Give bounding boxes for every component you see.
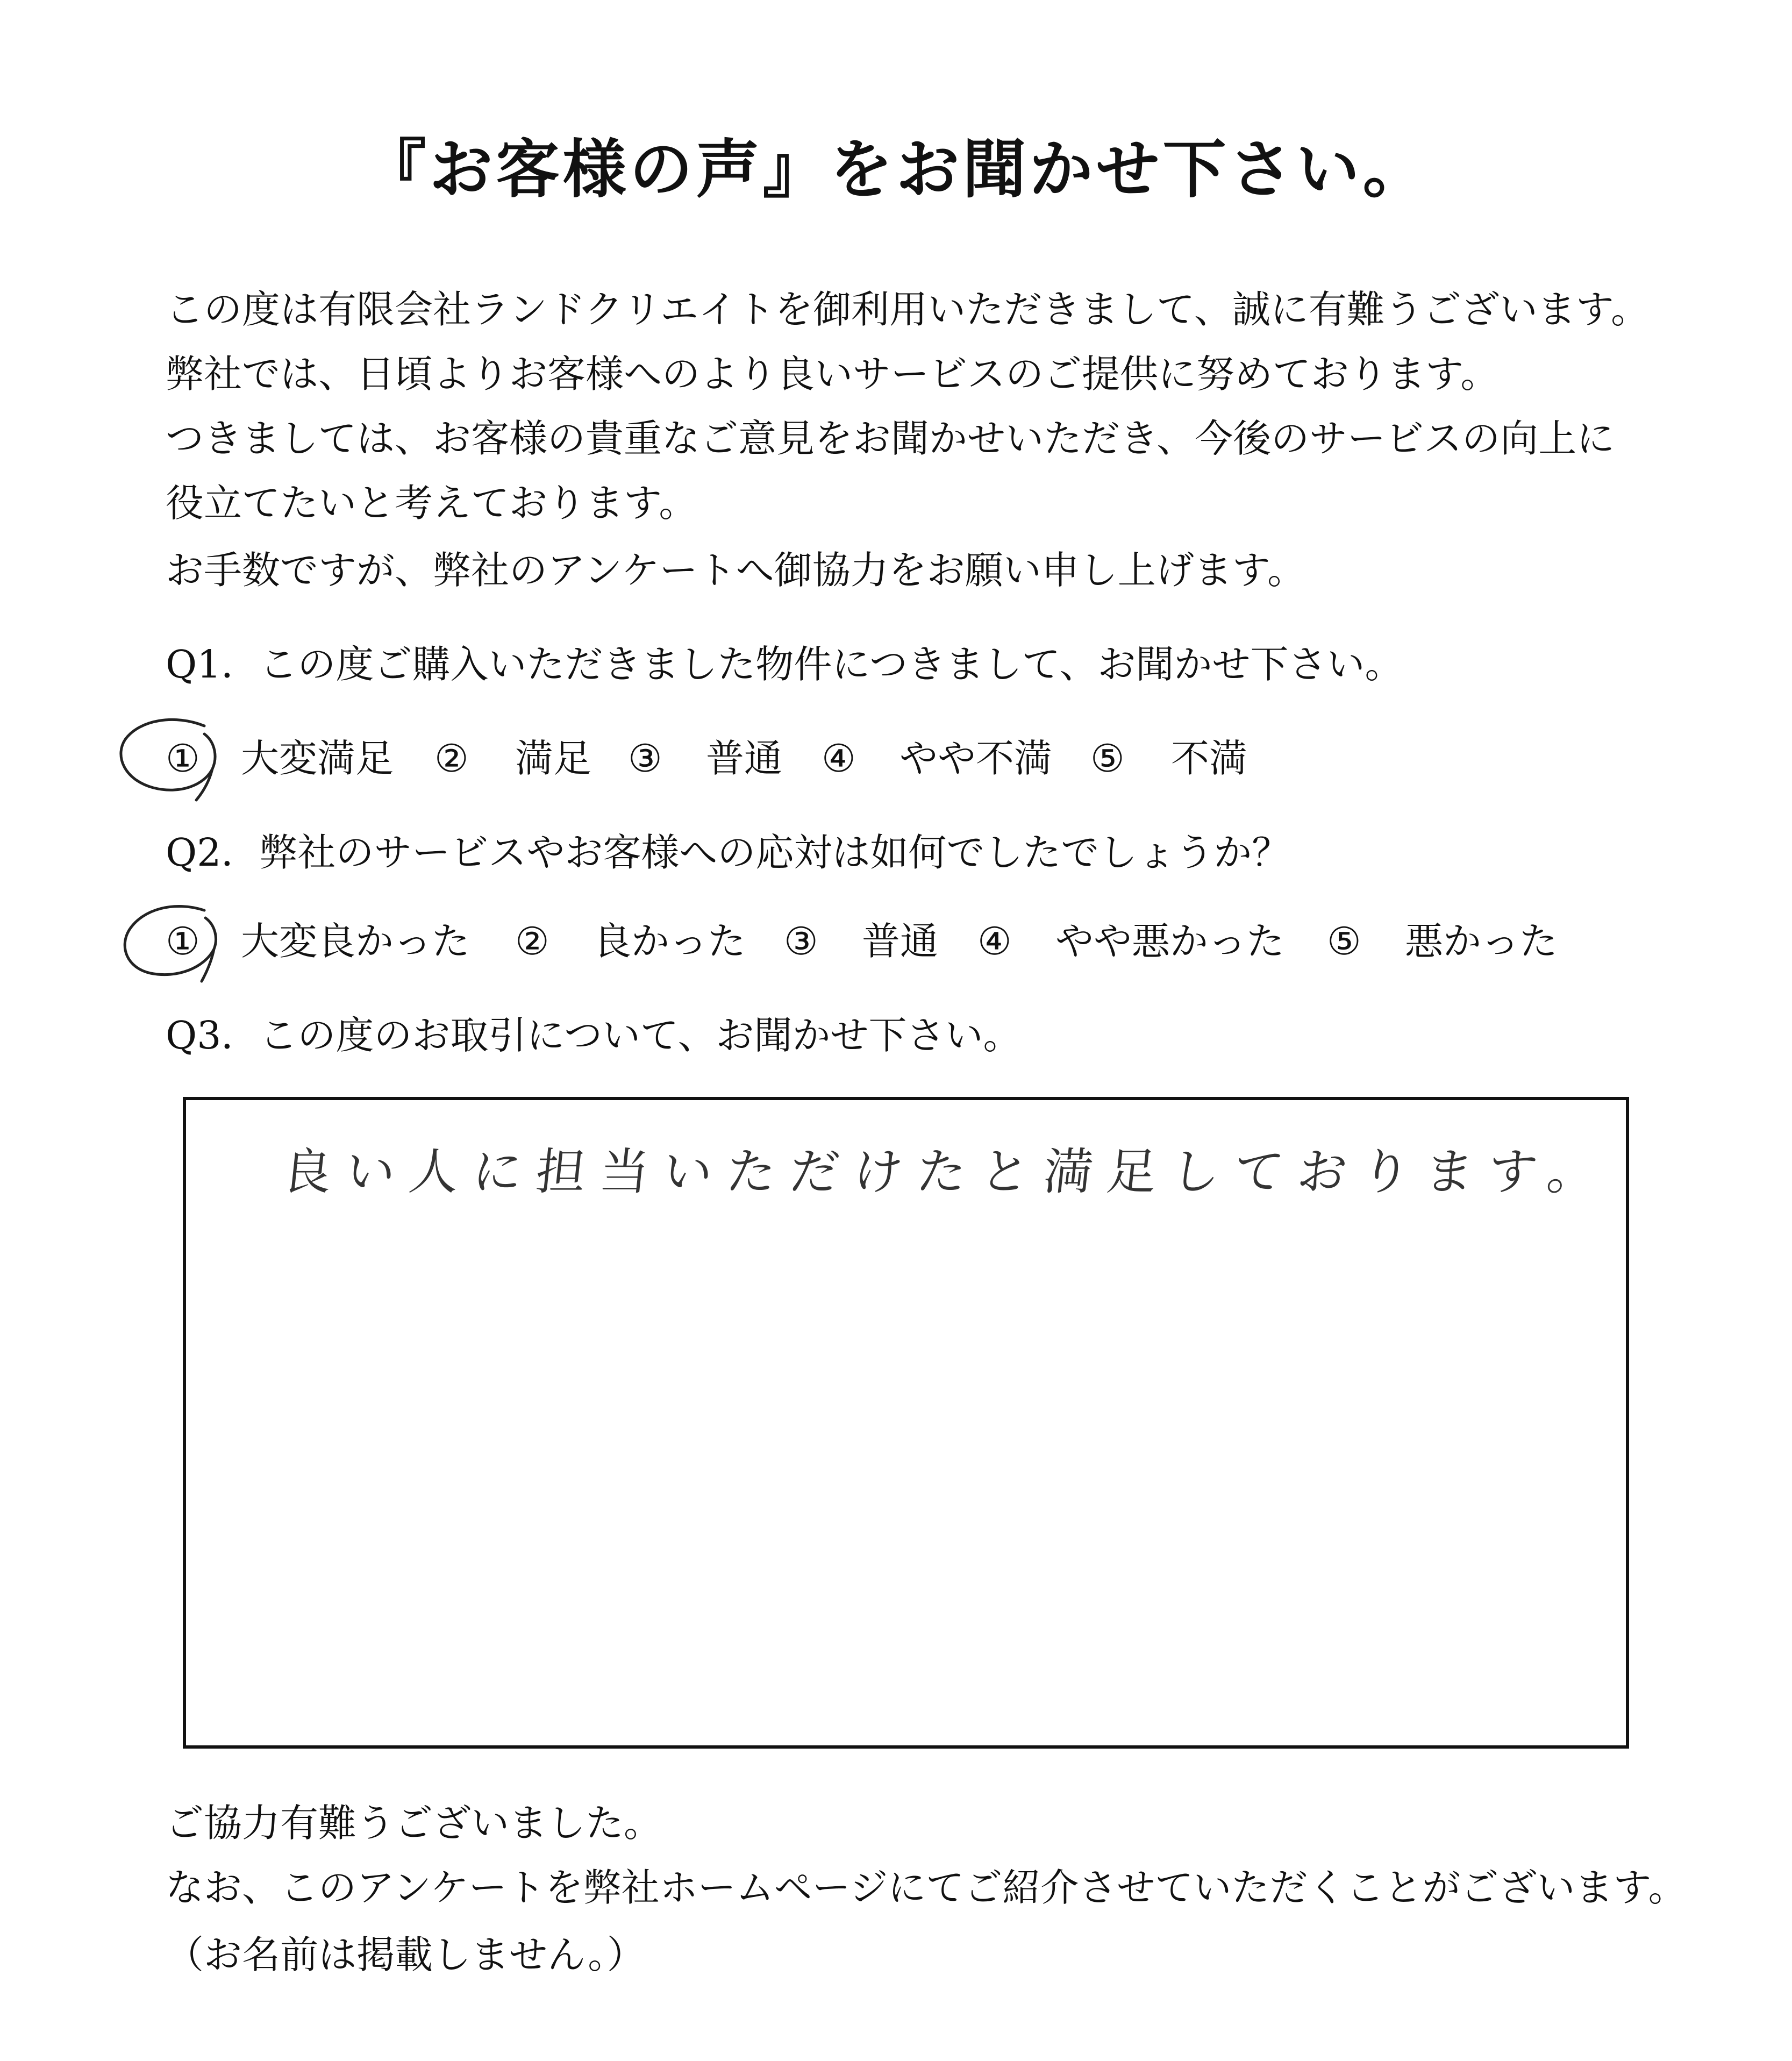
q2-option-1-num: ① (166, 919, 200, 964)
intro-line-5: お手数ですが、弊社のアンケートへ御協力をお願い申し上げます。 (166, 548, 1306, 593)
q3-answer-box (183, 1097, 1629, 1749)
q2-option-3-num: ③ (784, 919, 818, 964)
q2-option-5-num: ⑤ (1327, 919, 1361, 964)
q1-options (166, 736, 1248, 782)
q2-option-1-label: 大変良かった (241, 919, 470, 964)
q2-option-4-label: やや悪かった (1055, 919, 1285, 964)
q1-option-5-label: 不満 (1171, 736, 1248, 781)
q2-question: Q2．弊社のサービスやお客様への応対は如何でしたでしょうか？ (166, 830, 1290, 875)
q1-option-5-num: ⑤ (1090, 736, 1125, 781)
q3-handwritten-answer: 良い人に担当いただけたと満足しております。 (279, 1143, 1614, 1201)
q3-question: Q3．この度のお取引について、お聞かせ下さい。 (166, 1013, 1022, 1058)
footer-line-3: （お名前は掲載しません。） (166, 1932, 645, 1977)
q1-option-1-label: 大変満足 (241, 736, 394, 781)
q2-option-2-num: ② (515, 919, 549, 964)
q1-option-3-num: ③ (628, 736, 662, 781)
q2-option-4-num: ④ (977, 919, 1012, 964)
q1-hand-drawn-circle-mark (110, 710, 234, 807)
intro-line-4: 役立てたいと考えております。 (166, 481, 697, 525)
q1-option-4-label: やや不満 (899, 736, 1053, 781)
q1-option-1-num: ① (166, 736, 200, 781)
footer-line-1: ご協力有難うございました。 (166, 1801, 662, 1845)
q1-option-2-label: 満足 (515, 736, 592, 781)
q2-option-2-label: 良かった (593, 919, 746, 964)
q1-option-3-label: 普通 (706, 736, 783, 781)
intro-line-1: この度は有限会社ランドクリエイトを御利用いただきまして、誠に有難うございます。 (166, 287, 1650, 332)
q1-option-2-num: ② (434, 736, 469, 781)
q1-question: Q1．この度ご購入いただきました物件につきまして、お聞かせ下さい。 (166, 642, 1403, 687)
q2-option-5-label: 悪かった (1405, 919, 1558, 964)
q2-hand-drawn-circle-mark (113, 895, 237, 992)
q2-options (166, 919, 1563, 965)
intro-line-3: つきましては、お客様の貴重なご意見をお聞かせいただき、今後のサービスの向上に (166, 416, 1615, 461)
q2-option-3-label: 普通 (862, 919, 939, 964)
intro-line-2: 弊社では、日頃よりお客様へのより良いサービスのご提供に努めております。 (166, 352, 1499, 396)
q1-option-4-num: ④ (822, 736, 856, 781)
footer-line-2: なお、このアンケートを弊社ホームページにてご紹介させていただくことがございます。 (166, 1865, 1687, 1910)
page-title: 『お客様の声』をお聞かせ下さい。 (362, 132, 1430, 206)
